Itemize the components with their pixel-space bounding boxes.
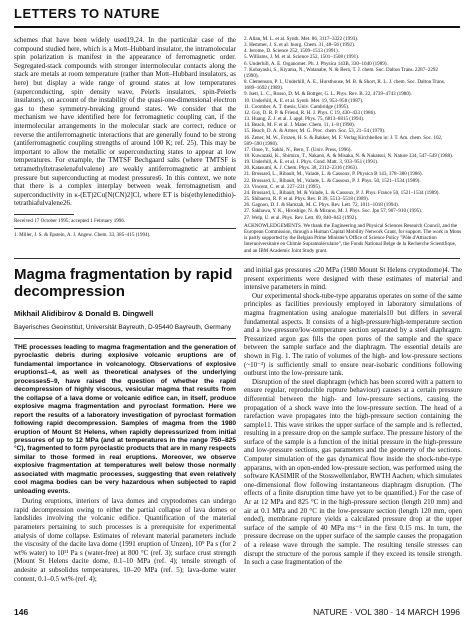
article-separator-rule [14,258,460,259]
reference-item: 25. Shibaeva, R. P. et al. Phys. Rev. B 39, 5513–5518 (1989). [244,196,370,203]
acknowledgements: ACKNOWLEDGEMENTS. We thank the Engineering and Physical Sciences Research Council, and the European Commission, through a Human Capital Mobility Network Grant, for support. The work in Mons is partly supported by the Belgian Prime Minister's Office of Science Policy "Pôle d'Attraction Interuniversitaire en Chimie Supramoléculaire", the Fonds National Belge de la Recherche Scientifique, and an IBM Academic Joint Study grant. [244,222,462,254]
reference-item: 7. Kobayashi, S., Kiyama, N., Watanabe, N. & Bern, T. J. chem. Soc. Dalton Trans. 2287–2292 [244,66,438,73]
section-title: LETTERS TO NATURE [14,6,160,21]
body-paragraph: and initial gas pressures ≤20 MPa (1980 Mount St Helens cryptodome)4. The present experiments were designed with these estimates of material and intensive parameters in mind. [244,266,462,292]
reference-item: 15. Beach, D. A. & Armer, M. G. Proc. chem. Soc. 53, 21–54 (1979). [244,128,386,135]
reference-item: 22. Brossard, L., Ribault, M., Valade, L. & Cassoux, P. J. Phys. 50, 1521–1534 (1989). [244,177,421,184]
body-paragraph: During eruptions, interiors of lava domes and cryptodomes can undergo rapid decompression owing to either the partial collapse of lava domes or landslides involving the volcanic edifice. Quantification of the material parameters pertaining to such processes is a prerequisite for experimental analysis of dome collapse. Estimates of relevant material parameters include the viscosity of the dacite lava dome (1991 eruption of Unzen), 10⁹ Pa s (for 2 wt% water) to 10¹¹ Pa s (water-free) at 800 °C (ref. 3); surface crust strength (Mount St Helens dacite dome, 0.1–10 MPa (ref. 4); tensile strength of andesite at subsolidus temperatures, 10–20 MPa (ref. 5); lava-dome water content, 0.1–0.5 wt% (ref. 4); [14,497,236,583]
reference-item: 11. Coomber, A. T. thesis, Univ. Cambridge (1995). [244,103,350,110]
running-header [14,6,460,28]
received-rule [14,214,74,215]
reference-item: 3. Hemmer, J. S. et al. Inorg. Chem. 31, 48–56 (1992). [244,42,356,49]
body-paragraph: Our experimental shock-tube-type apparatus operates on some of the same principles as facilities previously employed in laboratory simulations of magma fragmentation using analogue materials10 but differs in several fundamental aspects. It consists of a high-pressure/high-temperature section and a low-pressure/low-temperature section separated by a steel diaphragm. Pressurized argon gas fills the open pores of the sample and the space between the sample surface and the diaphragm. The essential details are shown in Fig. 1. The ratio of volumes of the high- and low-pressure sections (~10⁻³) is sufficiently small to ensure near-isobaric conditions following outburst into the low-pressure tank. [244,291,462,378]
reference-item: 26. Gagnon, D. J. & Hamzah, M. C. Phys. Rev. Lett. 72, 1011–1018 (1994). [244,202,399,209]
reference-item: 4. Jerome, D. Science 252, 1509–1513 (1991). [244,48,339,55]
reference-item: 13. Huang, Z. J. et al. J. appl. Phys. 75, 6813–6815 (1994). [244,116,365,123]
article-left-column [14,266,236,602]
reference-item: 10. Underhill, A. E. et al. Synth. Met. 19, 953–958 (1987). [244,97,364,104]
journal-info: NATURE · VOL 380 · 14 MARCH 1996 [313,607,460,617]
reference-item: (1990). [244,72,259,79]
references-rule [14,228,236,229]
reference-item: 8. Clemenson, P. I., Underhill, A. E., Hursthouse, M. B. & Short, R. L. J. chem. Soc. Dalton Trans. [244,79,446,86]
references-column [244,36,462,254]
reference-item: 24. Brossard, L., Ribault, M. & Valade, L. & Cassoux, P. J. Phys. France 50, 1521–1534 (1989). [244,189,440,196]
article-right-column [244,266,462,602]
header-rule [14,26,460,28]
reference-item: 20. Katasumi, A. J. Chem. Phys. 38, 2312–2316 (1963). [244,165,359,172]
reference-item: 18. Kuwazaki, K., Shimizu, T., Nakano, A. & Misaka, N. & Nakatsui, N. Nature 334, 547–549 (1988). [244,152,454,159]
references-list [244,36,462,221]
reference-item: 12. Guy, D. R. P. & Friend, R. H. J. Phys. C 19, 430–433 (1986). [244,109,377,116]
reference-item: 9. Isett, L. C., Rosso, D. M. & Bottger, G. L. Phys. Rev. B. 22, 4739–4743 (1980). [244,91,412,98]
reference-item: 27. Sakhawa, Y. K., Hiroshige, N. & Mizuno, M. J. Phys. Soc. Jpn 57, 907–910 (1995). [244,208,423,215]
previous-article-ending [14,36,236,256]
reference-item: 17. Onoe, Y., Sakhi, N., Bern, T. (Univ. Press, 1996). [244,146,352,153]
reference-item: 19. Underhill, A. E. et al. J. Phys. Cond. Matt. 3, 933–951 (1991). [244,159,379,166]
article-affiliation: Bayerisches Geoinstitut, Universität Bayreuth, D-95440 Bayreuth, Germany [14,324,232,331]
body-paragraph: Disruption of the steel diaphragm (which has been scored with a pattern to ensure regular, reproducible rupture behaviour) causes at a certain pressure differential between the high- and low-pressure sections, causing the propagation of a shock wave into the low-pressure section. The head of a rarefaction wave propagates into the high-pressure section containing the sample11. This wave strikes the upper surface of the sample and is reflected, resulting in a pressure drop on the sample surface. The pressure history of the surface of the sample is a function of the initial pressure in the high-pressure and low-pressure sections, gas parameters and the geometry of the sections. Computer simulation of the gas dynamical flow inside the shock-tube-type apparatus, with an open-ended low-pressure section, was performed using the software KASIMIR of the Stosswellenlabor, RWTH Aachen, which simulates one-dimensional flow following instantaneous diaphragm disruption. (The effects of a finite disruption time have yet to be quantified.) For the case of Ar at 12 MPa and 825 °C in the high-pressure section (length 210 mm) and air at 0.1 MPa and 20 °C in the low-pressure section (length 120 mm, open ended), membrane rupture yields a calculated pressure drop at the upper surface of the sample of 40 MPa ms⁻¹ in the first 0.15 ms. In turn, the pressure decrease on the upper surface of the sample causes the propagation of a release wave through the sample. The resulting tensile stresses can disrupt the structure of the porous sample if they exceed its tensile strength. In such a case fragmentation of the [244,377,462,567]
reference-item: 23. Vincent, C. et al. 227–231 (1995). [244,183,321,190]
reference-item: 16. Zener, M. W., Frozen, H. S. & Bakker, M. F. Verlag Kirchhellen in: J. T. Am. chem. Soc. 102, [244,134,443,141]
reference-item: 21. Brossard, L., Ribault, M., Valade, L. & Cassoux, P. Physica B 143, 378–380 (1986). [244,171,423,178]
reference-item: 5. Williams, J. M. et al. Science 252, 1501–1508 (1991). [244,54,360,61]
reference-item: 6. Underhill, A. E. Organomet. Ph. J. Physica 143B, 330–1040 (1989). [244,60,388,67]
reference-item: 14. Beach, M. F. et al. J. Mater. Chem. 11, 1–8 (1990). [244,122,356,129]
received-dates: Received 17 October 1995; accepted 1 February 1996. [14,217,126,224]
reference-item: 2. Allan, M. L. et al. Synth. Met. 86, 3117–3322 (1993). [244,36,359,42]
affiliation-rule [14,338,236,339]
reference-item: 1. Miller, J. S. & Epstein, A. J. Angew. Chem. 33, 385–415 (1994). [14,232,151,239]
reference-item: 1689–1692 (1989). [244,85,284,92]
article-title: Magma fragmentation by rapid decompression [14,266,233,300]
article-abstract: THE processes leading to magma fragmentation and the generation of pyroclastic debris during explosive volcanic eruptions are of fundamental importance in volcanology. Observations of explosive eruptions1–4, as well as theoretical analyses of the underlying processes5–9, have raised the question of whether the rapid decompression of highly viscous, vesicular magma that results from the collapse of a lava dome or volcanic edifice can, in itself, produce explosive magma fragmentation and pyroclast formation. Here we report the results of a laboratory investigation of pyroclast formation following rapid decompression. Samples of magma from the 1980 eruption of Mount St Helens, when rapidly depressurized from initial pressures of up to 12 MPa (and at temperatures in the range 750–825 °C), fragmented to form pyroclastic products that are in many respects similar to those formed in real eruptions. Moreover, we observe explosive fragmentation at temperatures well below those normally associated with magmatic processes, suggesting that even relatively cool magma bodies can be very hazardous when subjected to rapid unloading events. [14,344,236,495]
reference-item: 27. Welp, U. et al. Phys. Rev. Lett. 69, 840–843 (1992). [244,214,358,221]
reference-item: 589–590 (1980). [244,140,278,147]
previous-article-paragraph: schemes that have been widely used19,24. In the particular case of the compound studied here, which is a Mott–Hubbard insulator, the intramolecular spin polarization is manifest in the appearance of ferromagnetic order. Segregated-stack compounds with stronger intermolecular contacts along the stack are metals at room temperature (rather than Mott–Hubbard insulators, as here) but display a wide range of ground states at low temperatures (superconducting, spin density wave, Peierls insulators, spin-Peierls insulators), on account of the instability of the quasi-one-dimensional electron gas to these symmetry-breaking ground states. We consider that the mechanism we have identified here for ferromagnetic coupling can, if the intermolecular arrangements in the molecular stack are correct, reduce or reverse the antiferromagnetic interactions that are generally found to be strong (antiferromagnetic coupling strengths of around 100 K; ref. 25). This may be important to allow the metallic or superconducting states to appear at low temperatures. For example, the TMTSF Bechgaard salts (where TMTSF is tetramethyltetraselenafulvalene) are weakly antiferromagnetic at ambient pressure but superconducting at modest pressures6. In this context, we note that there is a complex interplay between weak ferromagnetism and superconductivity in κ-(ET)2Cu[N(CN)2]Cl, where ET is bis(ethylenedithio)-tetrathiafulvalene26. [14,36,236,208]
page-number: 146 [14,607,29,617]
article-authors: Mikhail Alidibirov & Donald B. Dingwell [14,309,154,318]
